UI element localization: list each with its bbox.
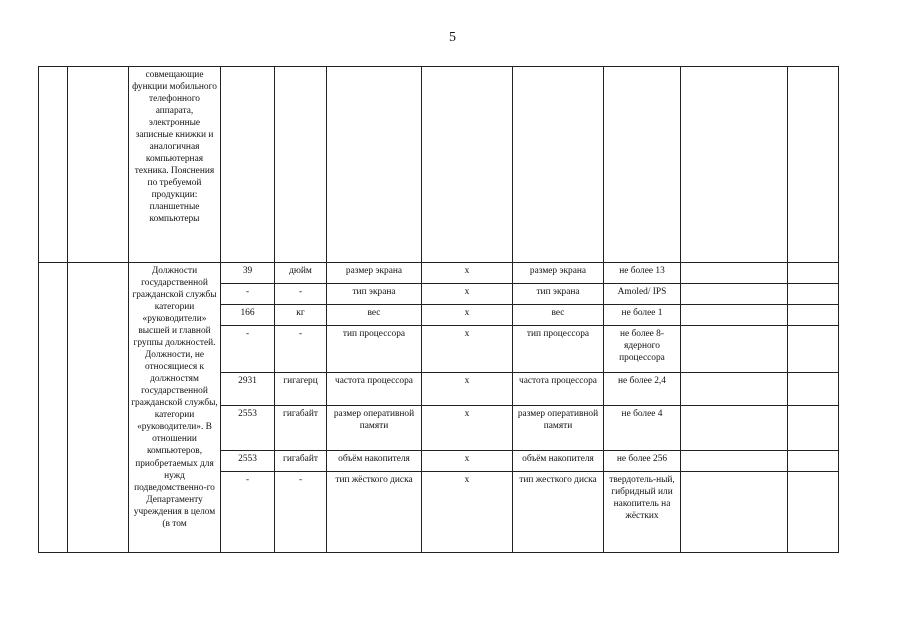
specification-table <box>38 66 839 553</box>
mark: x <box>422 406 513 451</box>
table-cell <box>788 451 839 472</box>
characteristic-name: тип экрана <box>327 284 422 305</box>
okei-code: 39 <box>221 263 275 284</box>
characteristic-name-2: вес <box>513 305 604 326</box>
characteristic-name-2: тип жесткого диска <box>513 472 604 553</box>
table-cell <box>788 263 839 284</box>
table-cell <box>513 67 604 263</box>
product-description: совмещающие функции мобильного телефонного аппарата, электронные записные книжки и аналогичная компьютерная техника. Пояснения по требуемой продукции: планшетные компьютеры <box>129 67 221 263</box>
characteristic-name-2: частота процессора <box>513 373 604 406</box>
characteristic-name: размер оперативной памяти <box>327 406 422 451</box>
mark: x <box>422 305 513 326</box>
table-cell <box>788 373 839 406</box>
okei-code: 2553 <box>221 406 275 451</box>
characteristic-name: тип процессора <box>327 326 422 373</box>
table-cell <box>39 67 68 263</box>
characteristic-value: не более 4 <box>604 406 681 451</box>
table-cell <box>681 373 788 406</box>
table-cell <box>788 406 839 451</box>
characteristic-name-2: размер экрана <box>513 263 604 284</box>
table-cell <box>68 67 129 263</box>
table-cell <box>604 67 681 263</box>
table-cell <box>788 67 839 263</box>
mark: x <box>422 326 513 373</box>
mark: x <box>422 373 513 406</box>
characteristic-name-2: объём накопителя <box>513 451 604 472</box>
table-cell <box>681 472 788 553</box>
group-description: Должности государственной гражданской службы категории «руководители» высшей и главной группы должностей. Должности, не относящиеся к должностям государственной гражданской службы, категории «руководители». В отношении компьютеров, приобретаемых для нужд подведомственно-го Департаменту учреждения в целом (в том <box>129 263 221 553</box>
table-cell <box>788 472 839 553</box>
characteristic-value: не более 256 <box>604 451 681 472</box>
table-cell <box>221 67 275 263</box>
okei-code: - <box>221 326 275 373</box>
unit-name: гигабайт <box>275 406 327 451</box>
okei-code: 2931 <box>221 373 275 406</box>
okei-code: 2553 <box>221 451 275 472</box>
characteristic-value: не более 2,4 <box>604 373 681 406</box>
mark: x <box>422 263 513 284</box>
mark: x <box>422 451 513 472</box>
table-cell <box>681 326 788 373</box>
unit-name: гигабайт <box>275 451 327 472</box>
characteristic-name: тип жёсткого диска <box>327 472 422 553</box>
table-cell <box>275 67 327 263</box>
table-cell <box>327 67 422 263</box>
characteristic-name-2: размер оперативной памяти <box>513 406 604 451</box>
table-cell <box>681 451 788 472</box>
characteristic-value: не более 8-ядерного процессора <box>604 326 681 373</box>
table-cell <box>68 263 129 553</box>
table-row <box>39 263 839 284</box>
mark: x <box>422 284 513 305</box>
unit-name: - <box>275 326 327 373</box>
characteristic-name-2: тип экрана <box>513 284 604 305</box>
characteristic-name: объём накопителя <box>327 451 422 472</box>
table-cell <box>39 263 68 553</box>
characteristic-name: размер экрана <box>327 263 422 284</box>
table-cell <box>788 305 839 326</box>
characteristic-value: не более 13 <box>604 263 681 284</box>
table-row <box>39 67 839 263</box>
table-cell <box>681 67 788 263</box>
unit-name: гигагерц <box>275 373 327 406</box>
table-cell <box>681 284 788 305</box>
unit-name: - <box>275 472 327 553</box>
page-number: 5 <box>449 30 456 45</box>
unit-name: кг <box>275 305 327 326</box>
okei-code: - <box>221 472 275 553</box>
mark: x <box>422 472 513 553</box>
characteristic-value: не более 1 <box>604 305 681 326</box>
characteristic-value: твердотель-ный, гибридный или накопитель на жёстких <box>604 472 681 553</box>
okei-code: 166 <box>221 305 275 326</box>
characteristic-name: вес <box>327 305 422 326</box>
table-cell <box>681 406 788 451</box>
table-cell <box>788 326 839 373</box>
table-cell <box>681 263 788 284</box>
table-cell <box>681 305 788 326</box>
unit-name: - <box>275 284 327 305</box>
characteristic-value: Amoled/ IPS <box>604 284 681 305</box>
table-cell <box>788 284 839 305</box>
unit-name: дюйм <box>275 263 327 284</box>
okei-code: - <box>221 284 275 305</box>
table-cell <box>422 67 513 263</box>
characteristic-name-2: тип процессора <box>513 326 604 373</box>
characteristic-name: частота процессора <box>327 373 422 406</box>
